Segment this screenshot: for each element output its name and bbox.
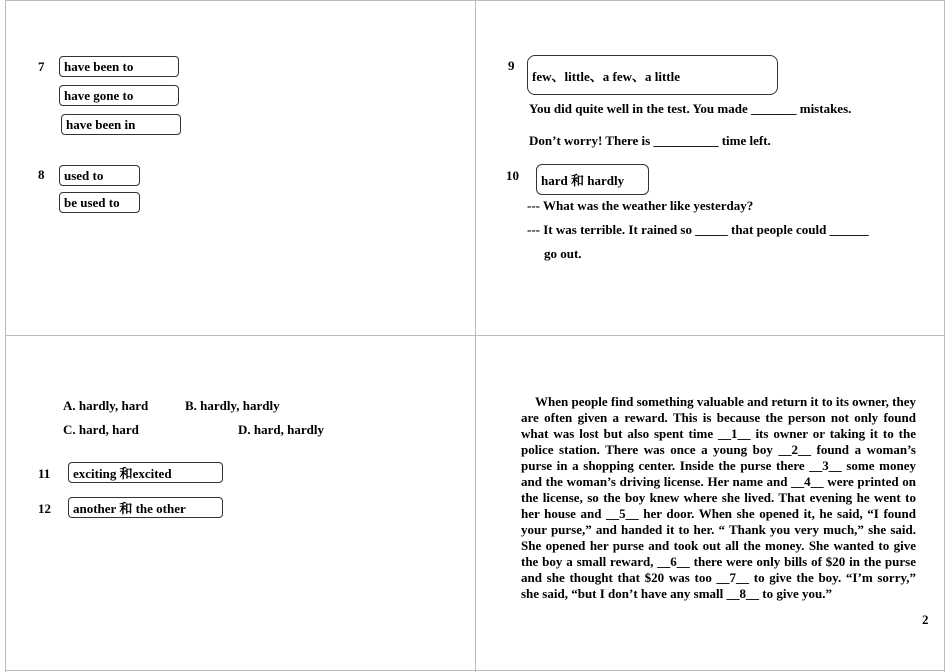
dialogue-line: go out.	[544, 246, 582, 261]
reading-passage	[521, 394, 916, 602]
option-box: used to	[59, 165, 140, 186]
divider-horizontal	[5, 335, 945, 336]
option-box: have gone to	[59, 85, 179, 106]
question-number: 9	[508, 58, 515, 73]
divider-vertical	[475, 0, 476, 672]
topic-box: few、little、a few、a little	[527, 55, 778, 95]
option-box: be used to	[59, 192, 140, 213]
choice-d: D. hard, hardly	[238, 422, 324, 437]
choice-a: A. hardly, hard	[63, 398, 149, 413]
passage-text: When people find something valuable and return it to its owner, they are often given a reward. This is because the person not only found what was lost but also spent time __1__ its owner or taking it to the police station. There was once a young boy __2__ found a woman’s purse in a shopping center. Inside the purse there __3__ some money and the woman’s driving license. Her name and __4__ were printed on the license, so the boy knew where she lived. That evening he went to her house and __5__ her door. When she opened it, he said, “I found your purse,” and handed it to her. “ Thank you very much,” she said. She opened her purse and took out all the money. She wanted to give the boy a small reward, __6__ there were only bills of $20 in the purse and she thought that $20 was too __7__ to give the boy. “I’m sorry,” she said, “but I don’t have any small __8__ to give you.”	[521, 394, 916, 601]
divider-right	[944, 0, 945, 672]
question-number: 8	[38, 167, 45, 182]
option-box: have been in	[61, 114, 181, 135]
dialogue-line: --- What was the weather like yesterday?	[527, 198, 754, 213]
divider-left	[5, 0, 6, 672]
page-number: 2	[922, 612, 929, 627]
choice-c: C. hard, hard	[63, 422, 139, 437]
question-number: 12	[38, 501, 51, 516]
sentence: You did quite well in the test. You made _______ mistakes.	[529, 101, 852, 116]
question-number: 10	[506, 168, 519, 183]
question-number: 11	[38, 466, 51, 481]
topic-box: another 和 the other	[68, 497, 223, 518]
question-number: 7	[38, 59, 45, 74]
topic-box: exciting 和excited	[68, 462, 223, 483]
dialogue-line: --- It was terrible. It rained so _____ that people could ______	[527, 222, 869, 237]
option-box: have been to	[59, 56, 179, 77]
choice-b: B. hardly, hardly	[185, 398, 280, 413]
topic-box: hard 和 hardly	[536, 164, 649, 195]
sentence: Don’t worry! There is __________ time left.	[529, 133, 771, 148]
